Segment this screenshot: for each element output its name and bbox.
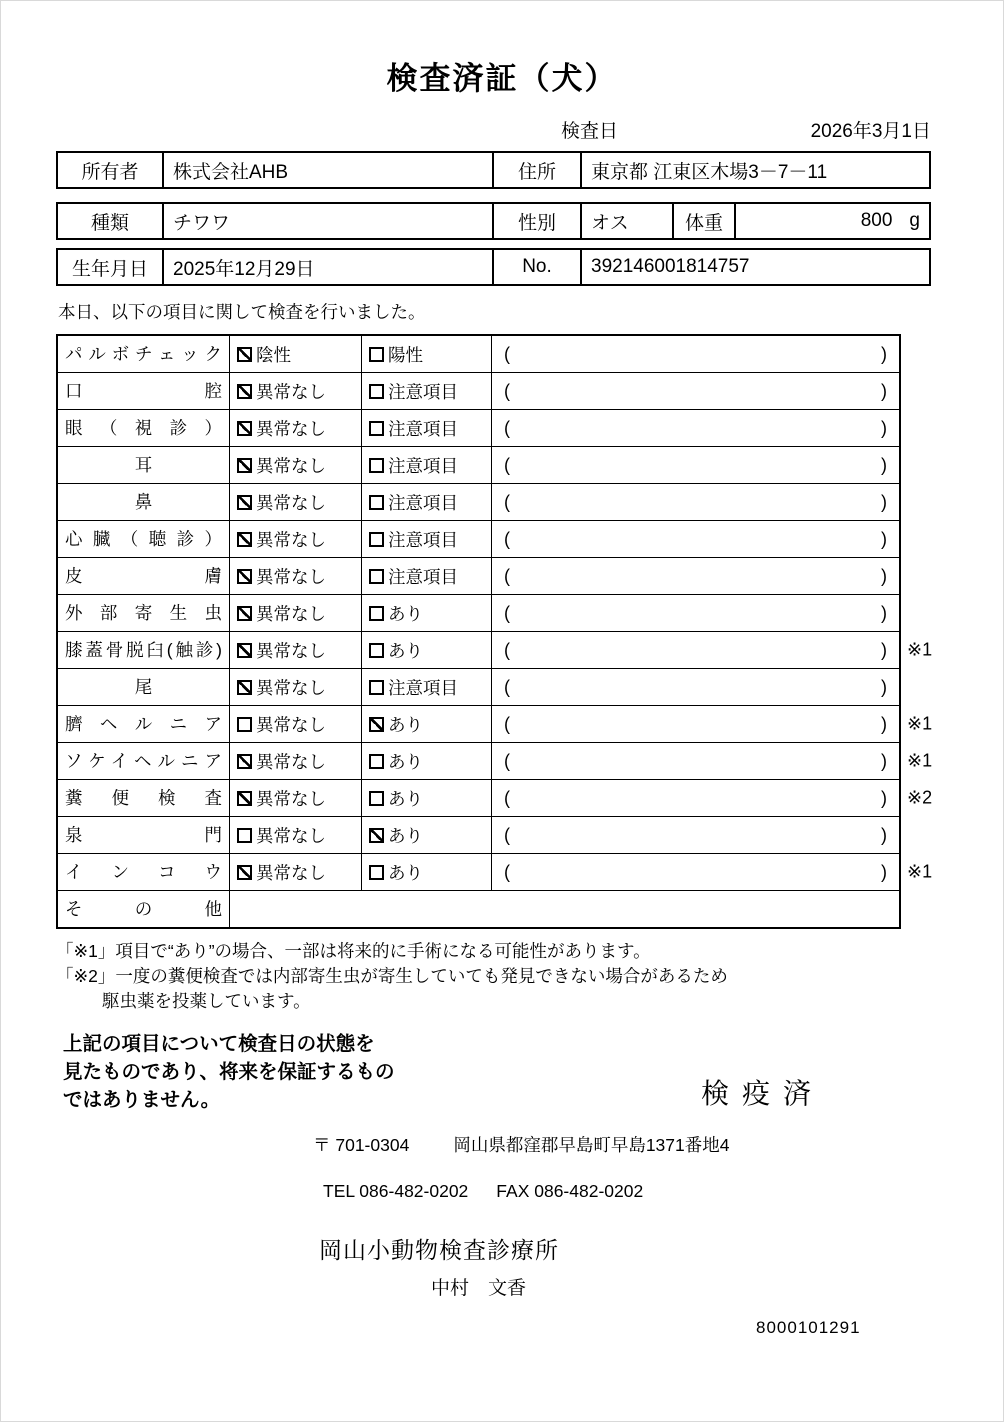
- exam-option-2: [361, 373, 491, 409]
- exam-option-2: [361, 410, 491, 446]
- exam-option-label: 注意項目: [388, 492, 458, 513]
- exam-option-1: [229, 447, 361, 483]
- close-paren: ): [881, 343, 887, 364]
- exam-result-field: [491, 595, 899, 631]
- inspection-date-label: 検査日: [561, 121, 619, 142]
- exam-result-field: [491, 410, 899, 446]
- exam-table: [56, 334, 933, 929]
- close-paren: ): [881, 417, 887, 438]
- checkbox-icon: [237, 754, 252, 769]
- exam-row: [58, 446, 899, 483]
- clinic-address: 岡山県都窪郡早島町早島1371番地4: [453, 1135, 730, 1155]
- exam-option-2: [361, 817, 491, 853]
- disclaimer-line-2: 見たものであり、将来を保証するもの: [63, 1061, 395, 1083]
- footnote-1: 「※1」項目で“あり”の場合、一部は将来的に手術になる可能性があります。: [56, 941, 651, 961]
- open-paren: (: [504, 417, 510, 438]
- exam-option-label: 異常なし: [256, 566, 326, 587]
- open-paren: (: [504, 602, 510, 623]
- open-paren: (: [504, 528, 510, 549]
- footnote-2: 「※2」一度の糞便検査では内部寄生虫が寄生していても発見できない場合があるため: [56, 966, 728, 986]
- pet-info-table-row2: [56, 248, 931, 286]
- birthdate-label: 生年月日: [71, 258, 148, 280]
- exam-result-field: [491, 854, 899, 890]
- close-paren: ): [881, 750, 887, 771]
- exam-item-label: 眼（視診）: [65, 418, 222, 438]
- exam-row: [58, 409, 899, 446]
- exam-item-label: 鼻: [134, 492, 153, 512]
- exam-row: [58, 890, 899, 927]
- exam-option-1: [229, 817, 361, 853]
- exam-option-label: 注意項目: [388, 529, 458, 550]
- exam-option-label: 異常なし: [256, 455, 326, 476]
- open-paren: (: [504, 343, 510, 364]
- breed-label: 種類: [90, 212, 129, 234]
- checkbox-icon: [369, 384, 384, 399]
- exam-option-2: [361, 743, 491, 779]
- disclaimer-section: [63, 1030, 938, 1114]
- checkbox-icon: [369, 347, 384, 362]
- exam-item-label: 泉門: [65, 825, 222, 845]
- number-value: 392146001814757: [580, 250, 929, 284]
- serial-number: 8000101291: [756, 1318, 861, 1337]
- exam-row: [58, 853, 933, 890]
- exam-row: [58, 520, 899, 557]
- exam-item-label: 心臓（聴診）: [65, 529, 222, 549]
- weight-value-cell: [734, 204, 929, 238]
- open-paren: (: [504, 713, 510, 734]
- open-paren: (: [504, 824, 510, 845]
- exam-row: [58, 557, 899, 594]
- close-paren: ): [881, 713, 887, 734]
- open-paren: (: [504, 454, 510, 475]
- number-label: No.: [492, 250, 580, 284]
- checkbox-icon: [369, 495, 384, 510]
- clinic-fax: FAX 086-482-0202: [496, 1181, 644, 1201]
- footnote-ref: ※1: [907, 639, 933, 660]
- open-paren: (: [504, 787, 510, 808]
- checkbox-icon: [369, 717, 384, 732]
- intro-text: 本日、以下の項目に関して検査を行いました。: [58, 302, 426, 322]
- checkbox-icon: [369, 791, 384, 806]
- exam-option-2: [361, 669, 491, 705]
- footnote-ref: ※2: [907, 787, 933, 808]
- close-paren: ): [881, 528, 887, 549]
- checkbox-icon: [369, 421, 384, 436]
- checkbox-icon: [369, 680, 384, 695]
- owner-value: 株式会社AHB: [162, 153, 492, 187]
- open-paren: (: [504, 639, 510, 660]
- exam-item-label: 膝蓋骨脱臼(触診): [65, 640, 222, 660]
- address-label: 住所: [492, 153, 580, 187]
- exam-option-label: 陰性: [256, 344, 291, 365]
- checkbox-icon: [237, 458, 252, 473]
- exam-option-1: [229, 410, 361, 446]
- inspection-date-row: [56, 116, 931, 143]
- checkbox-icon: [237, 421, 252, 436]
- checkbox-icon: [369, 569, 384, 584]
- exam-result-field: [491, 743, 899, 779]
- open-paren: (: [504, 750, 510, 771]
- checkbox-icon: [237, 643, 252, 658]
- exam-item-label: 口腔: [65, 381, 222, 401]
- exam-option-label: 異常なし: [256, 529, 326, 550]
- sex-label: 性別: [492, 204, 580, 238]
- examiner-name: 中村 文香: [431, 1278, 527, 1299]
- exam-option-label: あり: [388, 788, 423, 809]
- checkbox-icon: [369, 754, 384, 769]
- checkbox-icon: [369, 865, 384, 880]
- close-paren: ): [881, 861, 887, 882]
- exam-option-label: 異常なし: [256, 381, 326, 402]
- pet-info-table-row1: [56, 202, 931, 240]
- disclaimer-line-1: 上記の項目について検査日の状態を: [63, 1033, 375, 1055]
- checkbox-icon: [369, 458, 384, 473]
- exam-option-label: あり: [388, 714, 423, 735]
- exam-result-field: [491, 669, 899, 705]
- exam-option-label: あり: [388, 603, 423, 624]
- open-paren: (: [504, 861, 510, 882]
- exam-option-1: [229, 669, 361, 705]
- clinic-phone-line: [323, 1181, 1003, 1202]
- exam-option-label: 注意項目: [388, 566, 458, 587]
- exam-row: [58, 668, 899, 705]
- checkbox-icon: [237, 680, 252, 695]
- exam-option-2: [361, 706, 491, 742]
- close-paren: ): [881, 454, 887, 475]
- clinic-address-line: [313, 1132, 1003, 1157]
- exam-item-label: 外部寄生虫: [65, 603, 222, 623]
- open-paren: (: [504, 565, 510, 586]
- close-paren: ): [881, 602, 887, 623]
- exam-option-1: [229, 595, 361, 631]
- exam-option-1: [229, 336, 361, 372]
- exam-option-label: 注意項目: [388, 381, 458, 402]
- breed-value: チワワ: [162, 204, 492, 238]
- exam-option-2: [361, 632, 491, 668]
- checkbox-icon: [237, 384, 252, 399]
- close-paren: ): [881, 491, 887, 512]
- exam-row: [58, 483, 899, 520]
- address-value: 東京都 江東区木場3－7－11: [580, 153, 929, 187]
- close-paren: ): [881, 380, 887, 401]
- exam-item-label: その他: [65, 899, 222, 919]
- exam-option-label: あり: [388, 862, 423, 883]
- exam-row: [58, 372, 899, 409]
- exam-option-label: 陽性: [388, 344, 423, 365]
- exam-result-field: [491, 706, 899, 742]
- exam-option-1: [229, 521, 361, 557]
- exam-option-1: [229, 854, 361, 890]
- checkbox-icon: [237, 791, 252, 806]
- exam-option-label: あり: [388, 640, 423, 661]
- close-paren: ): [881, 787, 887, 808]
- exam-option-label: 異常なし: [256, 603, 326, 624]
- exam-row: [58, 336, 899, 372]
- clinic-tel: TEL 086-482-0202: [323, 1181, 469, 1201]
- exam-option-label: 異常なし: [256, 640, 326, 661]
- exam-option-1: [229, 484, 361, 520]
- exam-option-2: [361, 484, 491, 520]
- birthdate-value: 2025年12月29日: [162, 250, 492, 284]
- exam-option-2: [361, 854, 491, 890]
- exam-option-2: [361, 336, 491, 372]
- disclaimer-line-3: ではありません。: [63, 1089, 221, 1111]
- footnote-ref: ※1: [907, 750, 933, 771]
- exam-option-label: 異常なし: [256, 825, 326, 846]
- exam-option-1: [229, 780, 361, 816]
- exam-option-label: 注意項目: [388, 677, 458, 698]
- checkbox-icon: [237, 347, 252, 362]
- open-paren: (: [504, 380, 510, 401]
- exam-item-label: 皮膚: [65, 566, 222, 586]
- exam-option-1: [229, 706, 361, 742]
- close-paren: ): [881, 565, 887, 586]
- sex-value: オス: [580, 204, 672, 238]
- exam-option-1: [229, 373, 361, 409]
- page-title: 検査済証（犬）: [386, 61, 618, 96]
- exam-item-label: 耳: [134, 455, 153, 475]
- exam-option-2: [361, 780, 491, 816]
- checkbox-icon: [369, 606, 384, 621]
- exam-option-label: 異常なし: [256, 751, 326, 772]
- checkbox-icon: [237, 495, 252, 510]
- checkbox-icon: [369, 532, 384, 547]
- open-paren: (: [504, 491, 510, 512]
- exam-result-field: [491, 484, 899, 520]
- exam-item-label: インコウ: [65, 862, 222, 882]
- exam-item-label: 糞便検査: [65, 788, 222, 808]
- exam-option-label: 異常なし: [256, 677, 326, 698]
- exam-option-label: あり: [388, 751, 423, 772]
- exam-result-field: [491, 373, 899, 409]
- footnote-2-continued: 駆虫薬を投薬しています。: [102, 991, 311, 1011]
- exam-row: [58, 779, 933, 816]
- close-paren: ): [881, 639, 887, 660]
- footnotes: [56, 939, 1003, 1014]
- exam-result-field: [491, 780, 899, 816]
- exam-option-2: [361, 447, 491, 483]
- exam-option-label: 注意項目: [388, 455, 458, 476]
- footnote-ref: ※1: [907, 861, 933, 882]
- exam-option-label: 異常なし: [256, 714, 326, 735]
- exam-result-field: [491, 632, 899, 668]
- exam-option-label: 異常なし: [256, 788, 326, 809]
- close-paren: ): [881, 824, 887, 845]
- exam-option-2: [361, 521, 491, 557]
- exam-item-label: ソケイヘルニア: [65, 751, 222, 771]
- exam-item-label: 尾: [134, 677, 153, 697]
- exam-option-2: [361, 558, 491, 594]
- checkbox-icon: [369, 828, 384, 843]
- exam-result-field: [491, 336, 899, 372]
- inspection-date-value: 2026年3月1日: [810, 121, 931, 142]
- exam-row: [58, 742, 933, 779]
- quarantine-stamp: 検疫済: [700, 1078, 824, 1109]
- checkbox-icon: [237, 532, 252, 547]
- exam-result-field: [491, 817, 899, 853]
- footnote-ref: ※1: [907, 713, 933, 734]
- exam-option-label: 注意項目: [388, 418, 458, 439]
- checkbox-icon: [237, 828, 252, 843]
- exam-option-label: あり: [388, 825, 423, 846]
- exam-option-1: [229, 632, 361, 668]
- weight-label: 体重: [672, 204, 734, 238]
- checkbox-icon: [237, 865, 252, 880]
- exam-row: [58, 816, 899, 853]
- postal-code: 〒 701-0304: [313, 1135, 410, 1155]
- checkbox-icon: [369, 643, 384, 658]
- weight-value: 800: [860, 210, 893, 231]
- exam-row: [58, 594, 899, 631]
- close-paren: ): [881, 676, 887, 697]
- checkbox-icon: [237, 606, 252, 621]
- weight-unit: g: [909, 210, 920, 231]
- exam-item-label: 臍ヘルニア: [65, 714, 222, 734]
- exam-item-label: パルボチェック: [65, 344, 222, 364]
- exam-row: [58, 705, 933, 742]
- checkbox-icon: [237, 569, 252, 584]
- clinic-name: 岡山小動物検査診療所: [319, 1237, 559, 1263]
- exam-option-1: [229, 558, 361, 594]
- open-paren: (: [504, 676, 510, 697]
- exam-row: [58, 631, 933, 668]
- owner-info-table: [56, 151, 931, 189]
- exam-option-label: 異常なし: [256, 862, 326, 883]
- exam-option-1: [229, 743, 361, 779]
- exam-option-2: [361, 595, 491, 631]
- checkbox-icon: [237, 717, 252, 732]
- exam-result-field: [491, 521, 899, 557]
- owner-label: 所有者: [81, 161, 139, 183]
- exam-option-label: 異常なし: [256, 492, 326, 513]
- exam-option-label: 異常なし: [256, 418, 326, 439]
- exam-result-field: [491, 447, 899, 483]
- exam-result-field: [491, 558, 899, 594]
- exam-option-1: [229, 891, 899, 927]
